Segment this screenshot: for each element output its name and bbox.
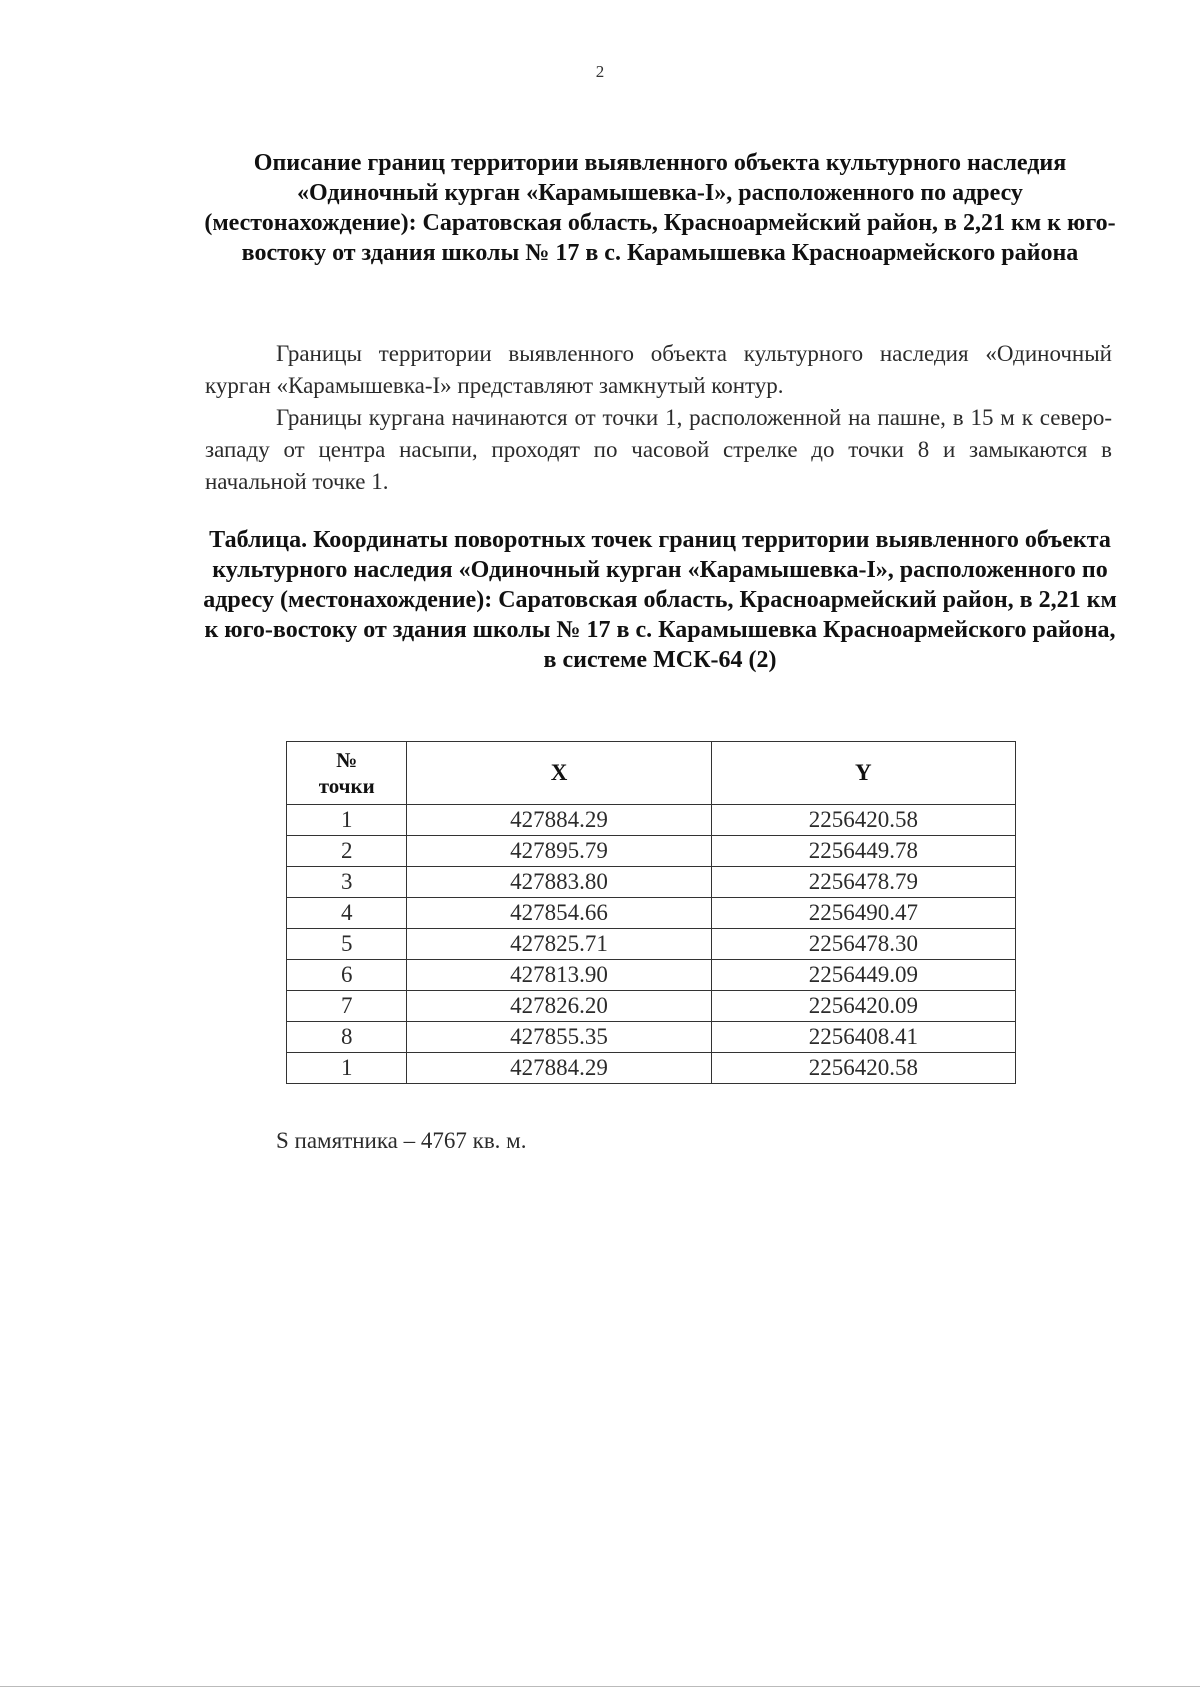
table-row xyxy=(287,929,1016,960)
table-row xyxy=(287,836,1016,867)
cell-y: 2256408.41 xyxy=(711,1022,1015,1053)
header-y: Y xyxy=(711,742,1015,805)
coordinates-table xyxy=(286,741,1016,1084)
header-point-number xyxy=(287,742,407,805)
cell-y: 2256420.58 xyxy=(711,805,1015,836)
header-num-sign: № xyxy=(336,748,358,772)
paragraph-boundary: Границы кургана начинаются от точки 1, расположенной на пашне, в 15 м к северо-западу от центра насыпи, проходят по часовой стрелке до точки 8 и замыкаются в начальной точке 1. xyxy=(205,405,1112,494)
cell-y: 2256449.09 xyxy=(711,960,1015,991)
cell-point: 4 xyxy=(287,898,407,929)
cell-x: 427825.71 xyxy=(407,929,711,960)
cell-point: 2 xyxy=(287,836,407,867)
header-x: X xyxy=(407,742,711,805)
cell-y: 2256420.09 xyxy=(711,991,1015,1022)
cell-x: 427855.35 xyxy=(407,1022,711,1053)
header-point-word: точки xyxy=(318,774,375,798)
table-row xyxy=(287,867,1016,898)
cell-x: 427883.80 xyxy=(407,867,711,898)
table-row xyxy=(287,898,1016,929)
scan-edge-line xyxy=(0,1686,1200,1687)
cell-x: 427826.20 xyxy=(407,991,711,1022)
monument-area: S памятника – 4767 кв. м. xyxy=(276,1128,527,1153)
table-header-row xyxy=(287,742,1016,805)
page-number: 2 xyxy=(595,62,605,81)
cell-y: 2256478.79 xyxy=(711,867,1015,898)
table-row xyxy=(287,1022,1016,1053)
paragraph-contour: Границы территории выявленного объекта культурного наследия «Одиночный курган «Карамышевка-I» представляют замкнутый контур. xyxy=(205,341,1112,398)
cell-point: 1 xyxy=(287,805,407,836)
table-title: Таблица. Координаты поворотных точек границ территории выявленного объекта культурного наследия «Одиночный курган «Карамышевка-I», расположенного по адресу (местонахождение): Саратовская область, Красноармейский район, в 2,21 км к юго-востоку от здания школы № 17 в с. Карамышевка Красноармейского района, в системе МСК-64 (2) xyxy=(203,527,1117,673)
cell-x: 427895.79 xyxy=(407,836,711,867)
cell-y: 2256478.30 xyxy=(711,929,1015,960)
cell-point: 1 xyxy=(287,1053,407,1084)
cell-y: 2256420.58 xyxy=(711,1053,1015,1084)
cell-point: 6 xyxy=(287,960,407,991)
cell-point: 5 xyxy=(287,929,407,960)
cell-point: 8 xyxy=(287,1022,407,1053)
table-row xyxy=(287,960,1016,991)
cell-y: 2256490.47 xyxy=(711,898,1015,929)
cell-point: 7 xyxy=(287,991,407,1022)
cell-y: 2256449.78 xyxy=(711,836,1015,867)
table-row xyxy=(287,1053,1016,1084)
cell-x: 427854.66 xyxy=(407,898,711,929)
cell-x: 427884.29 xyxy=(407,805,711,836)
cell-x: 427813.90 xyxy=(407,960,711,991)
description-paragraphs xyxy=(205,338,1112,498)
table-row xyxy=(287,805,1016,836)
table-row xyxy=(287,991,1016,1022)
document-title: Описание границ территории выявленного объекта культурного наследия «Одиночный курган «Карамышевка-I», расположенного по адресу (местонахождение): Саратовская область, Красноармейский район, в 2,21 км к юго-востоку от здания школы № 17 в с. Карамышевка Красноармейского района xyxy=(204,150,1116,266)
cell-x: 427884.29 xyxy=(407,1053,711,1084)
cell-point: 3 xyxy=(287,867,407,898)
